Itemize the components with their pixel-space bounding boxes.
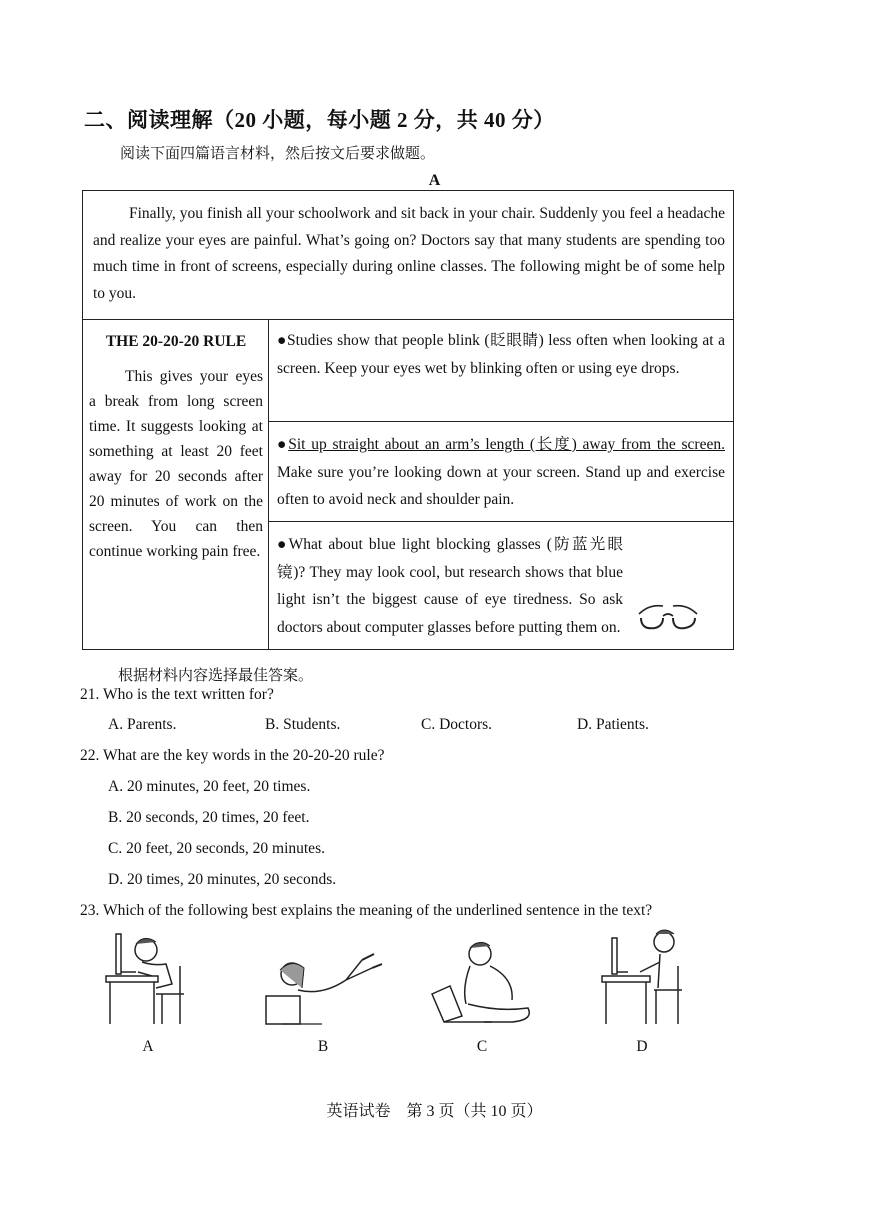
rule-body: This gives your eyes a break from long screen time. It suggests looking at something at least 20 feet away for 20 seconds after 20 minutes of work on the screen. You can then continue working pain free. [89, 368, 263, 560]
passage-intro [93, 201, 725, 307]
rule-column [89, 329, 263, 564]
posture-picture-c [428, 938, 540, 1030]
posture-picture-a [100, 928, 200, 1026]
divider [268, 319, 269, 649]
passage-intro-text: Finally, you finish all your schoolwork and sit back in your chair. Suddenly you feel a headache and realize your eyes are painful. What’s going on? Doctors say that many students are spending too much time in front of screens, especially during online classes. The following might be of some help to you. [93, 205, 725, 302]
question-intro: 根据材料内容选择最佳答案。 [118, 668, 314, 684]
passage-box [82, 190, 734, 650]
question-22: 22. What are the key words in the 20-20-20 rule? [80, 747, 385, 764]
option-d: D. Patients. [577, 716, 649, 733]
option-b: B. 20 seconds, 20 times, 20 feet. [108, 809, 310, 826]
picture-label-b: B [317, 1038, 329, 1055]
divider [83, 319, 733, 320]
divider [268, 421, 733, 422]
passage-label: A [428, 172, 441, 189]
tip-glasses: ●What about blue light blocking glasses (防蓝光眼镜)? They may look cool, but research shows that blue light isn’t the biggest cause of eye tiredness. So ask doctors about computer glasses before putting them on. [277, 536, 623, 636]
option-d: D. 20 times, 20 minutes, 20 seconds. [108, 871, 337, 888]
posture-picture-d [598, 928, 690, 1026]
picture-label-c: C [476, 1038, 488, 1055]
option-a: A. 20 minutes, 20 feet, 20 times. [108, 778, 311, 795]
option-a: A. Parents. [108, 716, 177, 733]
picture-label-d: D [636, 1038, 648, 1055]
picture-label-a: A [142, 1038, 154, 1055]
posture-picture-b [262, 940, 386, 1030]
bullet: ● [277, 436, 289, 453]
question-23: 23. Which of the following best explains the meaning of the underlined sentence in the text? [80, 902, 653, 919]
tip-blink: ●Studies show that people blink (眨眼睛) less often when looking at a screen. Keep your eyes wet by blinking often or using eye drops. [277, 332, 725, 377]
tip-posture-rest: Make sure you’re looking down at your screen. Stand up and exercise often to avoid neck and shoulder pain. [277, 463, 725, 508]
tip-posture [277, 431, 725, 514]
glasses-icon [635, 596, 701, 634]
option-b: B. Students. [265, 716, 341, 733]
page-footer: 英语试卷 第 3 页（共 10 页） [326, 1103, 543, 1120]
option-c: C. Doctors. [421, 716, 493, 733]
divider [268, 521, 733, 522]
section-title: 二、阅读理解（20 小题，每小题 2 分，共 40 分） [84, 108, 555, 132]
option-c: C. 20 feet, 20 seconds, 20 minutes. [108, 840, 325, 857]
section-instruction: 阅读下面四篇语言材料，然后按文后要求做题。 [120, 146, 436, 162]
underlined-sentence: Sit up straight about an arm’s length (长度) away from the screen. [288, 436, 725, 453]
question-21: 21. Who is the text written for? [80, 686, 274, 703]
rule-title: THE 20-20-20 RULE [105, 333, 247, 350]
